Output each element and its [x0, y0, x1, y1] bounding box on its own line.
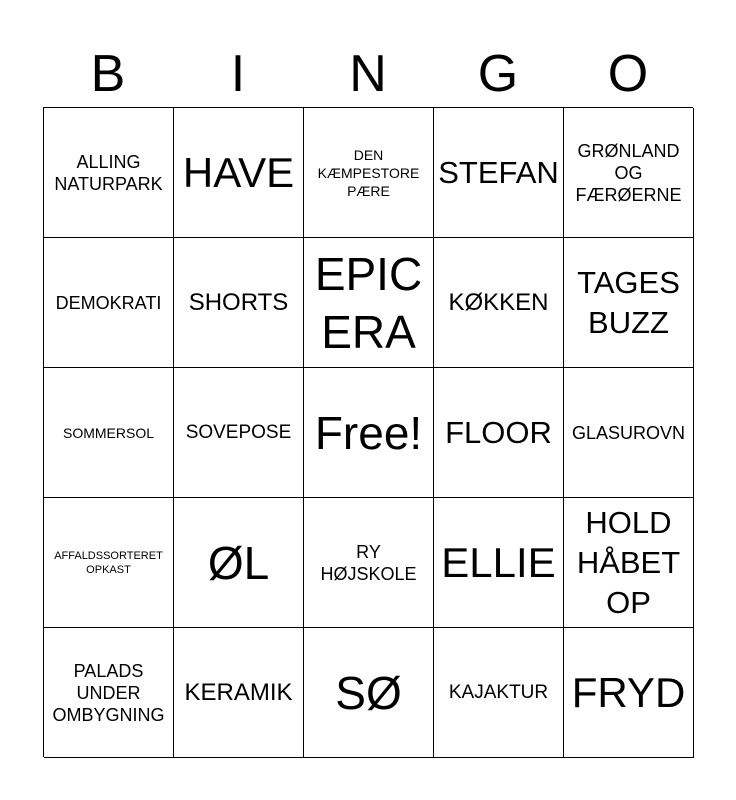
bingo-cell-r2-c4[interactable] [434, 238, 564, 368]
bingo-cell-r2-c1[interactable] [44, 238, 174, 368]
bingo-cell-r5-c3[interactable] [304, 628, 434, 758]
cell-label: SOMMERSOL [62, 424, 154, 441]
header-letter-g: G [477, 45, 519, 103]
free-space: Free! [314, 406, 423, 459]
bingo-cell-r1-c5[interactable] [564, 108, 694, 238]
cell-label: GRØNLAND OG FÆRØERNE [575, 140, 682, 205]
cell-label: GLASUROVN [571, 422, 686, 443]
bingo-cell-r2-c3[interactable] [304, 238, 434, 368]
cell-label: DEN KÆMPESTORE PÆRE [317, 146, 420, 199]
cell-label: ELLIE [441, 538, 556, 586]
header-letter-n: N [349, 45, 387, 103]
bingo-cell-r3-c4[interactable] [434, 368, 564, 498]
bingo-cell-r1-c2[interactable] [174, 108, 304, 238]
bingo-cell-r5-c1[interactable] [44, 628, 174, 758]
cell-label: KØKKEN [448, 288, 549, 316]
bingo-cell-r5-c5[interactable] [564, 628, 694, 758]
cell-label: EPIC ERA [314, 247, 423, 358]
bingo-cell-r1-c3[interactable] [304, 108, 434, 238]
cell-label: SØ [335, 666, 402, 719]
bingo-cell-r5-c2[interactable] [174, 628, 304, 758]
bingo-header [43, 40, 693, 108]
bingo-cell-r4-c3[interactable] [304, 498, 434, 628]
bingo-cell-r4-c5[interactable] [564, 498, 694, 628]
bingo-cell-r3-c2[interactable] [174, 368, 304, 498]
bingo-cell-r2-c5[interactable] [564, 238, 694, 368]
header-letter-i: I [230, 45, 246, 103]
cell-label: FRYD [571, 668, 686, 716]
header-letter-b: B [90, 45, 126, 103]
bingo-cell-r4-c2[interactable] [174, 498, 304, 628]
bingo-grid [43, 107, 693, 757]
cell-label: FLOOR [445, 414, 552, 450]
cell-label: STEFAN [438, 154, 559, 190]
cell-label: RY HØJSKOLE [320, 541, 417, 584]
cell-label: PALADS UNDER OMBYGNING [52, 660, 165, 725]
cell-label: SHORTS [188, 288, 289, 316]
cell-label: ALLING NATURPARK [54, 151, 163, 194]
cell-label: HAVE [182, 148, 295, 196]
bingo-cell-r1-c4[interactable] [434, 108, 564, 238]
bingo-cell-r2-c2[interactable] [174, 238, 304, 368]
bingo-cell-r1-c1[interactable] [44, 108, 174, 238]
bingo-cell-r4-c4[interactable] [434, 498, 564, 628]
cell-label: HOLD HÅBET OP [576, 504, 681, 620]
cell-label: TAGES BUZZ [577, 264, 680, 340]
bingo-cell-r4-c1[interactable] [44, 498, 174, 628]
bingo-cell-r3-c3[interactable] [304, 368, 434, 498]
cell-label: KAJAKTUR [448, 681, 549, 703]
cell-label: KERAMIK [184, 678, 293, 706]
bingo-cell-r5-c4[interactable] [434, 628, 564, 758]
cell-label: AFFALDSSORTERET OPKAST [54, 549, 163, 576]
cell-label: SOVEPOSE [185, 421, 292, 443]
cell-label: DEMOKRATI [55, 292, 162, 313]
cell-label: ØL [207, 536, 270, 589]
header-letter-o: O [607, 45, 649, 103]
bingo-cell-r3-c5[interactable] [564, 368, 694, 498]
bingo-cell-r3-c1[interactable] [44, 368, 174, 498]
